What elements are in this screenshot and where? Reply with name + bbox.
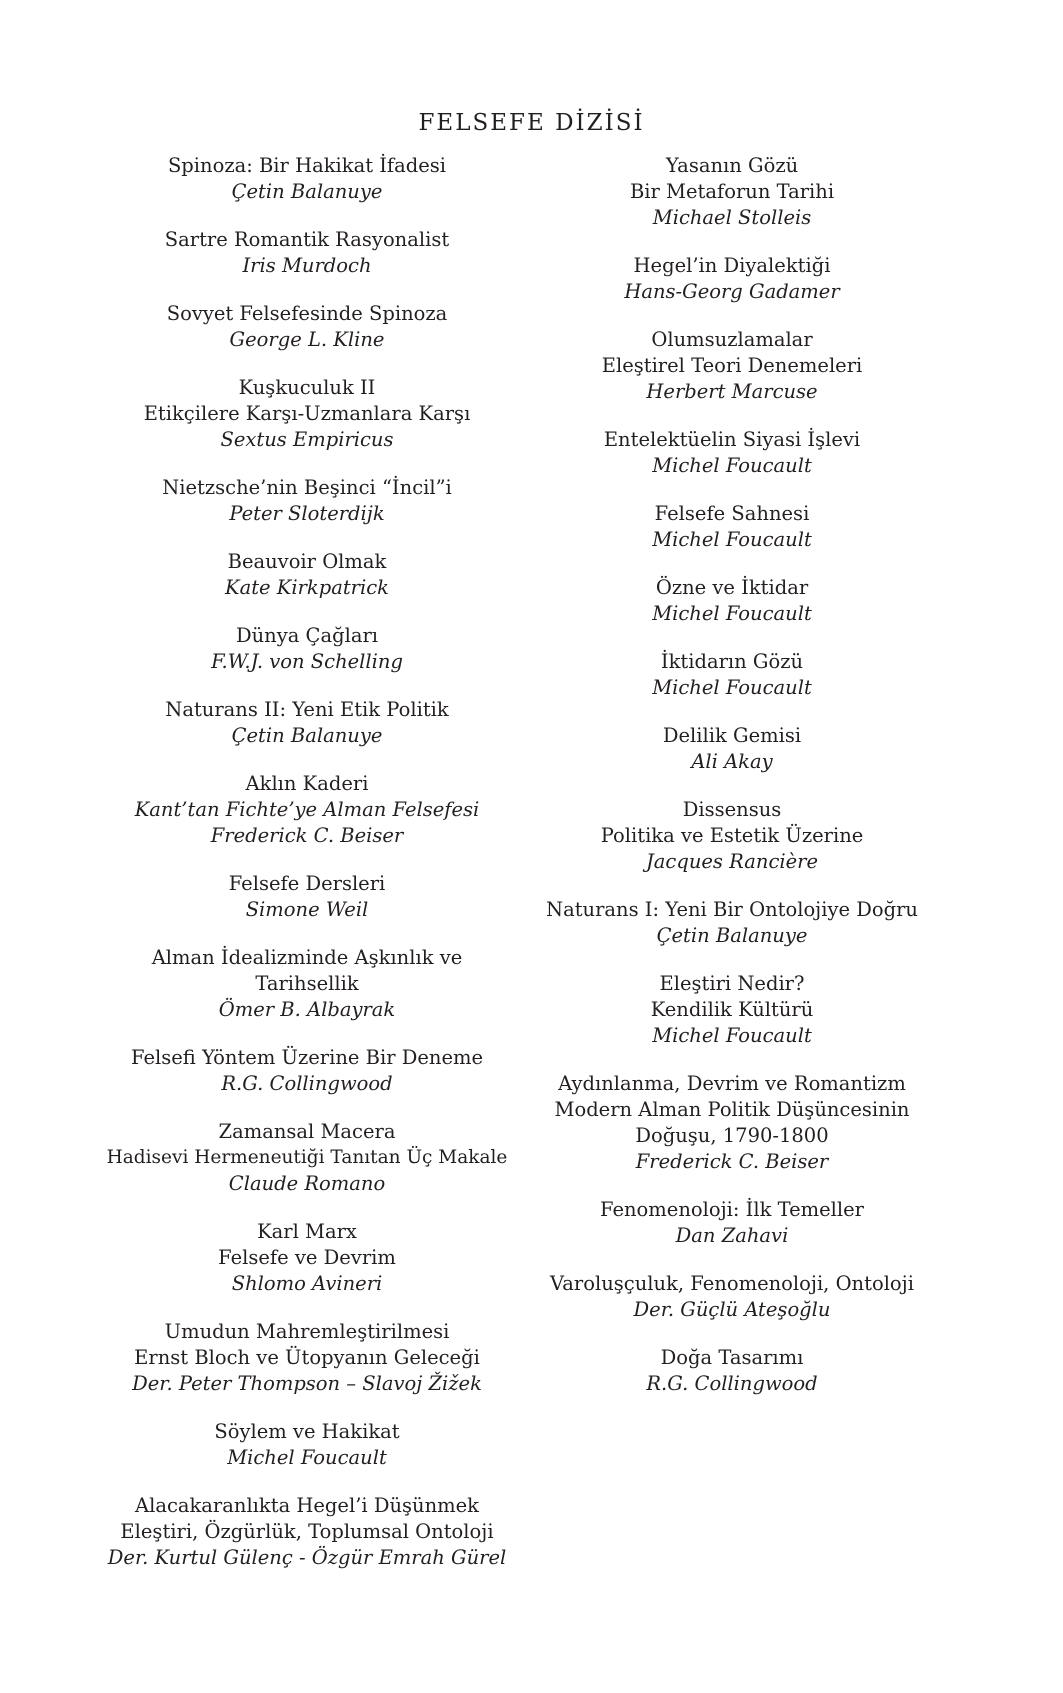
book-title: Yasanın Gözü <box>665 154 799 177</box>
book-subtitle: Modern Alman Politik Düşüncesinin <box>554 1098 910 1121</box>
book-entry <box>530 427 934 479</box>
book-entry <box>530 723 934 775</box>
book-entry <box>105 375 509 453</box>
book-entry <box>105 1119 509 1197</box>
book-title: Kuşkuculuk II <box>238 376 376 399</box>
book-author: Michel Foucault <box>652 1024 812 1047</box>
book-entry <box>105 549 509 601</box>
book-title: İktidarın Gözü <box>660 650 804 673</box>
book-subtitle: Bir Metaforun Tarihi <box>629 180 835 203</box>
right-column <box>530 153 934 1419</box>
book-entry <box>530 1197 934 1249</box>
book-author: Michel Foucault <box>652 454 812 477</box>
book-title: Felsefe Sahnesi <box>654 502 810 525</box>
book-author: Michel Foucault <box>652 602 812 625</box>
book-title: Felsefe Dersleri <box>228 872 386 895</box>
book-entry <box>530 501 934 553</box>
book-subtitle: Ernst Bloch ve Ütopyanın Geleceği <box>134 1346 480 1369</box>
book-author: Michel Foucault <box>227 1446 387 1469</box>
book-author: R.G. Collingwood <box>646 1372 818 1395</box>
book-title: Sovyet Felsefesinde Spinoza <box>166 302 448 325</box>
book-entry <box>530 153 934 231</box>
book-entry <box>105 771 509 849</box>
book-entry <box>530 575 934 627</box>
book-title: Alacakaranlıkta Hegel’i Düşünmek <box>135 1494 479 1517</box>
book-entry <box>105 697 509 749</box>
book-author: Michael Stolleis <box>652 206 812 229</box>
book-entry <box>105 1045 509 1097</box>
book-entry <box>530 897 934 949</box>
book-title: Aklın Kaderi <box>245 772 369 795</box>
book-subtitle: Kant’tan Fichte’ye Alman Felsefesi <box>134 798 480 821</box>
book-entry <box>530 971 934 1049</box>
book-title: Dünya Çağları <box>235 624 379 647</box>
book-title: Umudun Mahremleştirilmesi <box>164 1320 450 1343</box>
book-entry <box>105 1419 509 1471</box>
book-author: Der. Kurtul Gülenç - Özgür Emrah Gürel <box>107 1546 507 1569</box>
book-title: Söylem ve Hakikat <box>214 1420 400 1443</box>
book-title: Naturans II: Yeni Etik Politik <box>165 698 449 721</box>
book-entry <box>105 1493 509 1571</box>
book-title: Fenomenoloji: İlk Temeller <box>599 1198 864 1221</box>
book-subtitle: Hadisevi Hermeneutiği Tanıtan Üç Makale <box>106 1147 508 1168</box>
book-entry <box>105 301 509 353</box>
book-title: Spinoza: Bir Hakikat İfadesi <box>167 154 447 177</box>
book-title: Alman İdealizminde Aşkınlık ve <box>151 946 463 969</box>
book-author: Dan Zahavi <box>675 1224 789 1247</box>
book-title: Dissensus <box>682 798 782 821</box>
book-author: Der. Peter Thompson – Slavoj Žižek <box>132 1372 482 1395</box>
book-title: Nietzsche’nin Beşinci “İncil”i <box>162 476 452 499</box>
book-author: Iris Murdoch <box>242 254 372 277</box>
book-entry <box>530 1271 934 1323</box>
book-author: Michel Foucault <box>652 676 812 699</box>
book-author: Çetin Balanuye <box>231 180 383 203</box>
book-title: Eleştiri Nedir? <box>659 972 805 995</box>
book-author: Michel Foucault <box>652 528 812 551</box>
book-entry <box>105 871 509 923</box>
book-subtitle: Politika ve Estetik Üzerine <box>600 824 864 847</box>
book-entry <box>530 649 934 701</box>
book-entry <box>105 1219 509 1297</box>
book-subtitle: Tarihsellik <box>255 972 359 995</box>
book-author: Jacques Rancière <box>645 850 819 873</box>
book-subtitle: Kendilik Kültürü <box>650 998 814 1021</box>
book-author: Herbert Marcuse <box>646 380 818 403</box>
book-title: Hegel’in Diyalektiği <box>633 254 831 277</box>
book-author: R.G. Collingwood <box>221 1072 393 1095</box>
book-entry <box>530 797 934 875</box>
book-title: Karl Marx <box>257 1220 357 1243</box>
book-author: Der. Güçlü Ateşoğlu <box>633 1298 831 1321</box>
book-author: Shlomo Avineri <box>231 1272 383 1295</box>
book-entry <box>105 153 509 205</box>
book-subtitle: Eleştirel Teori Denemeleri <box>601 354 863 377</box>
left-column <box>105 153 509 1593</box>
book-author: Simone Weil <box>245 898 369 921</box>
book-entry <box>105 475 509 527</box>
book-subtitle: Doğuşu, 1790-1800 <box>635 1124 829 1147</box>
book-author: Frederick C. Beiser <box>635 1150 829 1173</box>
book-title: Delilik Gemisi <box>662 724 802 747</box>
book-entry <box>530 327 934 405</box>
book-author: Hans-Georg Gadamer <box>624 280 840 303</box>
book-author: F.W.J. von Schelling <box>211 650 403 673</box>
book-author: George L. Kline <box>229 328 385 351</box>
book-author: Ömer B. Albayrak <box>218 998 396 1021</box>
book-title: Entelektüelin Siyasi İşlevi <box>603 428 861 451</box>
book-subtitle: Eleştiri, Özgürlük, Toplumsal Ontoloji <box>120 1520 494 1543</box>
book-author: Çetin Balanuye <box>231 724 383 747</box>
book-author: Sextus Empiricus <box>220 428 394 451</box>
book-entry <box>105 227 509 279</box>
book-title: Aydınlanma, Devrim ve Romantizm <box>558 1072 906 1095</box>
book-title: Felsefi Yöntem Üzerine Bir Deneme <box>130 1046 484 1069</box>
book-author: Claude Romano <box>228 1172 386 1195</box>
book-title: Özne ve İktidar <box>655 576 809 599</box>
book-subtitle: Etikçilere Karşı-Uzmanlara Karşı <box>143 402 471 425</box>
book-title: Zamansal Macera <box>218 1120 396 1143</box>
book-title: Sartre Romantik Rasyonalist <box>164 228 450 251</box>
book-title: Varoluşçuluk, Fenomenoloji, Ontoloji <box>550 1272 914 1295</box>
book-subtitle: Felsefe ve Devrim <box>218 1246 396 1269</box>
book-entry <box>530 253 934 305</box>
book-author: Frederick C. Beiser <box>210 824 404 847</box>
book-author: Ali Akay <box>691 750 773 773</box>
page-title: FELSEFE DİZİSİ <box>418 110 645 136</box>
book-title: Beauvoir Olmak <box>227 550 387 573</box>
book-author: Çetin Balanuye <box>656 924 808 947</box>
book-author: Kate Kirkpatrick <box>225 576 389 599</box>
book-author: Peter Sloterdijk <box>229 502 385 525</box>
book-title: Doğa Tasarımı <box>660 1346 804 1369</box>
book-entry <box>530 1071 934 1175</box>
book-title: Naturans I: Yeni Bir Ontolojiye Doğru <box>546 898 918 921</box>
book-entry <box>105 945 509 1023</box>
book-entry <box>530 1345 934 1397</box>
book-entry <box>105 623 509 675</box>
book-entry <box>105 1319 509 1397</box>
book-title: Olumsuzlamalar <box>651 328 813 351</box>
